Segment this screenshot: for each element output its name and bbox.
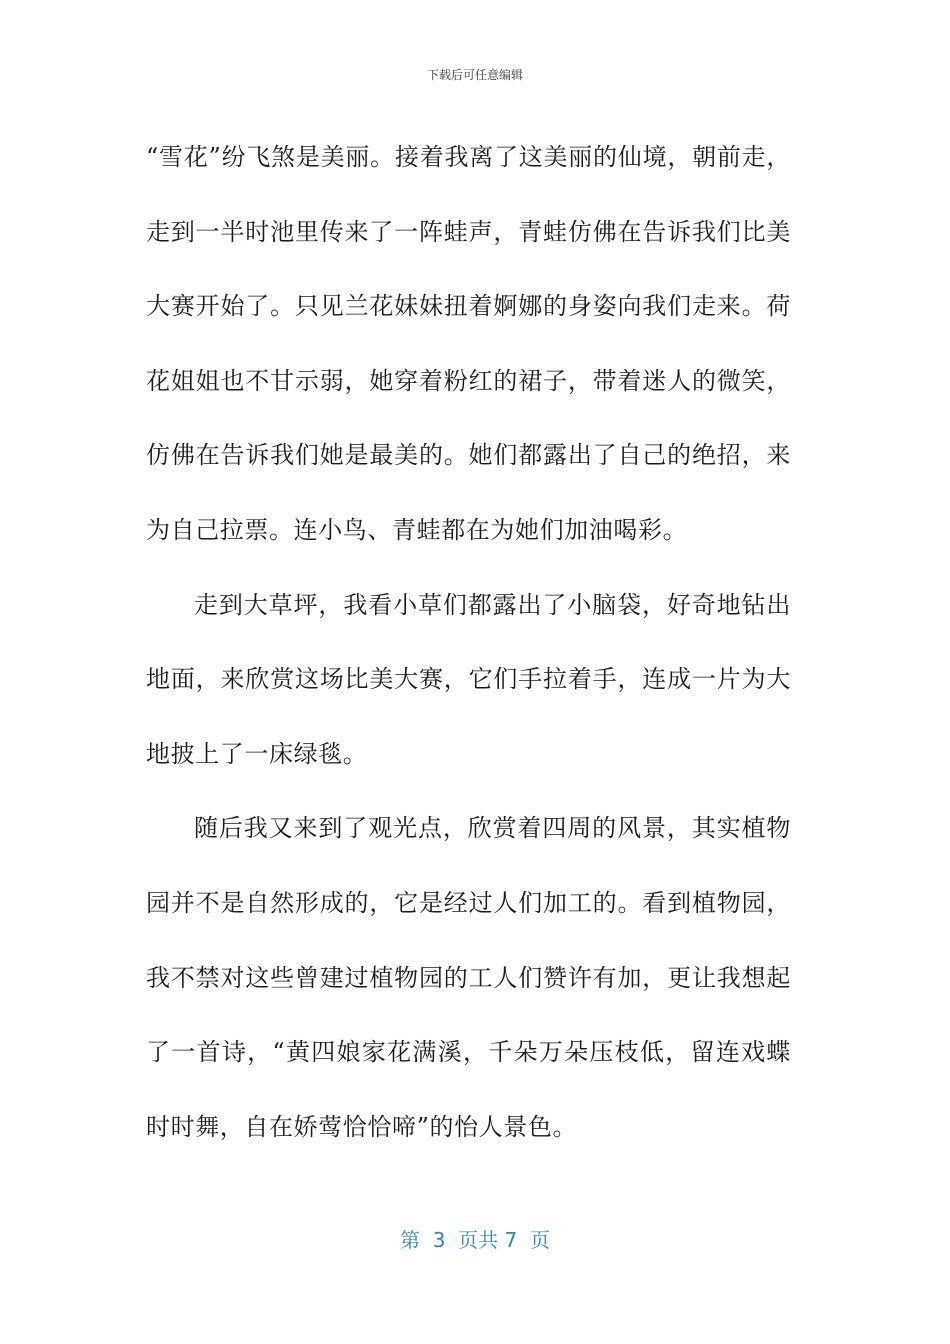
- paragraph-1: “雪花”纷飞煞是美丽。接着我离了这美丽的仙境，朝前走，走到一半时池里传来了一阵蛙声，青蛙仿佛在告诉我们比美大赛开始了。只见兰花妹妹扭着婀娜的身姿向我们走来。荷花姐姐也不甘示弱，她穿着粉红的裙子，带着迷人的微笑，仿佛在告诉我们她是最美的。她们都露出了自己的绝招，来为自己拉票。连小鸟、青蛙都在为她们加油喝彩。: [146, 143, 791, 544]
- page-header-note: 下载后可任意编辑: [426, 68, 523, 82]
- document-body: [146, 120, 791, 1164]
- paragraph-3: 随后我又来到了观光点，欣赏着四周的风景，其实植物园并不是自然形成的，它是经过人们加工的。看到植物园，我不禁对这些曾建过植物园的工人们赞许有加，更让我想起了一首诗，“黄四娘家花满溪，千朵万朵压枝低，留连戏蝶时时舞，自在娇莺恰恰啼”的怡人景色。: [146, 814, 791, 1141]
- page-number: 第 3 页共 7 页: [400, 1228, 550, 1252]
- paragraph-2: 走到大草坪，我看小草们都露出了小脑袋，好奇地钻出地面，来欣赏这场比美大赛，它们手拉着手，连成一片为大地披上了一床绿毯。: [146, 590, 791, 768]
